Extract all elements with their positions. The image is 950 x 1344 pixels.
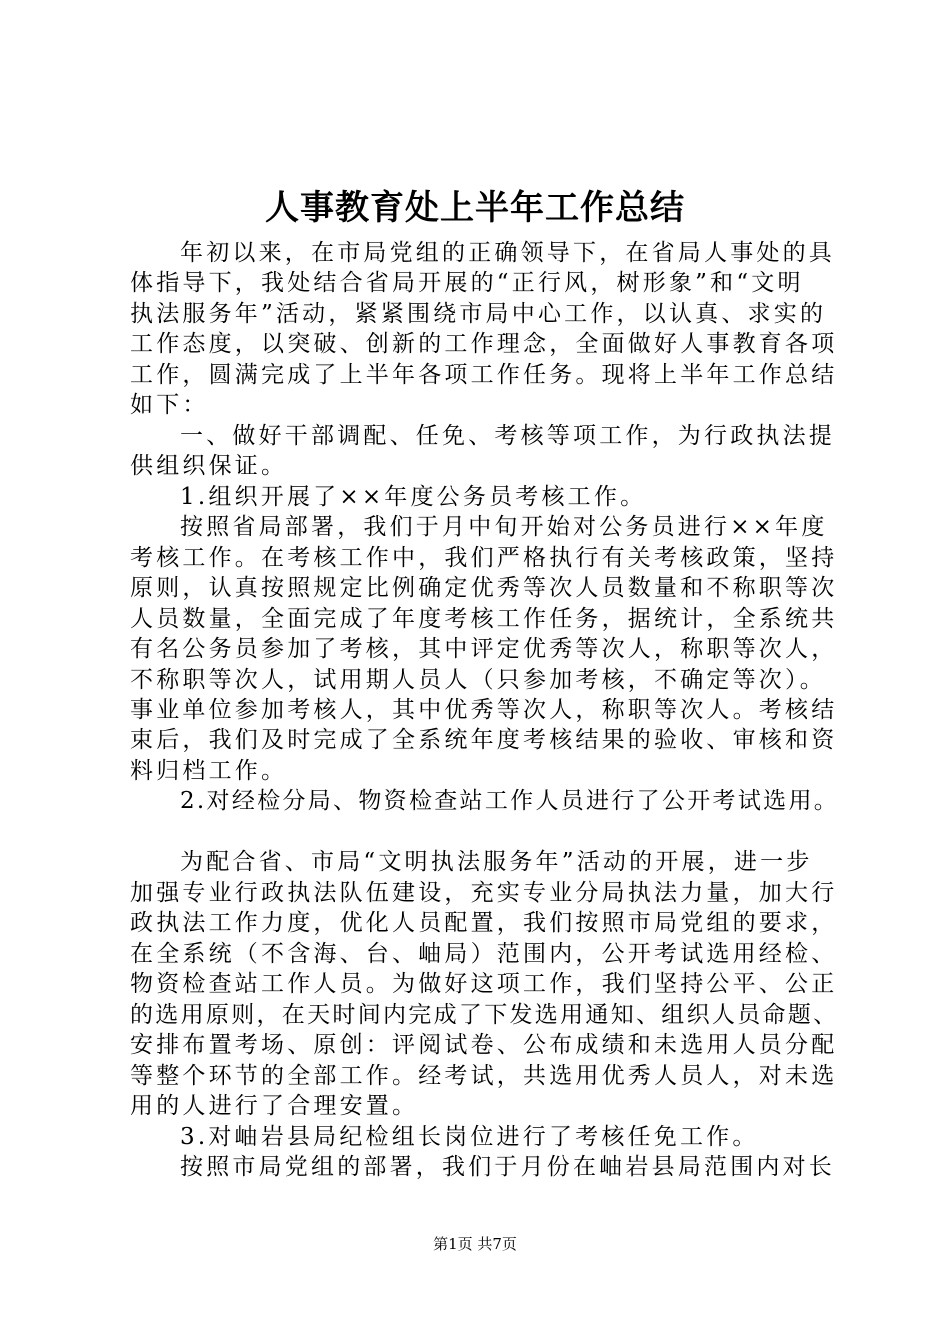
paragraph-line: 加强专业行政执法队伍建设，充实专业分局执法力量，加大行 — [130, 879, 838, 906]
paragraph-line: 人员数量，全面完成了年度考核工作任务，据统计，全系统共 — [130, 605, 838, 632]
paragraph-line: 等整个环节的全部工作。经考试，共选用优秀人员人，对未选 — [130, 1062, 838, 1089]
document-title: 人事教育处上半年工作总结 — [265, 188, 685, 228]
paragraph-line: 政执法工作力度，优化人员配置，我们按照市局党组的要求， — [130, 910, 838, 937]
paragraph-line: 束后，我们及时完成了全系统年度考核结果的验收、审核和资 — [130, 727, 838, 754]
paragraph-line: 事业单位参加考核人，其中优秀等次人，称职等次人。考核结 — [130, 697, 838, 723]
paragraph-line: 不称职等次人，试用期人员人（只参加考核，不确定等次）。 — [130, 666, 826, 693]
paragraph-line: 用的人进行了合理安置。 — [130, 1093, 419, 1120]
paragraph-line: 有名公务员参加了考核，其中评定优秀等次人，称职等次人， — [130, 636, 838, 663]
paragraph-line: 按照市局党组的部署，我们于月份在岫岩县局范围内对长 — [180, 1154, 835, 1180]
paragraph-line: 按照省局部署，我们于月中旬开始对公务员进行××年度 — [180, 514, 828, 541]
subsection-heading: 2.对经检分局、物资检查站工作人员进行了公开考试选用。 — [180, 788, 840, 815]
paragraph-line: 安排布置考场、原创：评阅试卷、公布成绩和未选用人员分配 — [130, 1032, 838, 1059]
paragraph-line: 考核工作。在考核工作中，我们严格执行有关考核政策，坚持 — [130, 544, 838, 571]
paragraph-line: 为配合省、市局“文明执法服务年”活动的开展，进一步 — [180, 849, 813, 876]
paragraph-line: 体指导下，我处结合省局开展的“正行风，树形象”和“文明 — [130, 270, 804, 297]
paragraph-line: 在全系统（不含海、台、岫局）范围内，公开考试选用经检、 — [130, 940, 838, 967]
subsection-heading: 3.对岫岩县局纪检组长岗位进行了考核任免工作。 — [180, 1123, 759, 1150]
paragraph-line: 物资检查站工作人员。为做好这项工作，我们坚持公平、公正 — [130, 971, 838, 998]
paragraph-line: 工作态度，以突破、创新的工作理念，全面做好人事教育各项 — [130, 331, 838, 358]
page-number-footer: 第1页 共7页 — [433, 1235, 517, 1253]
section-heading-line: 一、做好干部调配、任免、考核等项工作，为行政执法提 — [180, 422, 835, 449]
paragraph-line: 工作，圆满完成了上半年各项工作任务。现将上半年工作总结 — [130, 361, 838, 388]
paragraph-line: 料归档工作。 — [130, 757, 288, 784]
paragraph-line: 如下： — [130, 392, 209, 419]
subsection-heading: 1.组织开展了××年度公务员考核工作。 — [180, 483, 647, 510]
paragraph-line: 年初以来，在市局党组的正确领导下，在省局人事处的具 — [180, 240, 835, 266]
section-heading-line: 供组织保证。 — [130, 453, 288, 480]
paragraph-line: 执法服务年”活动，紧紧围绕市局中心工作，以认真、求实的 — [130, 300, 827, 327]
paragraph-line: 的选用原则，在天时间内完成了下发选用通知、组织人员命题、 — [130, 1001, 839, 1028]
paragraph-line: 原则，认真按照规定比例确定优秀等次人员数量和不称职等次 — [130, 575, 838, 602]
